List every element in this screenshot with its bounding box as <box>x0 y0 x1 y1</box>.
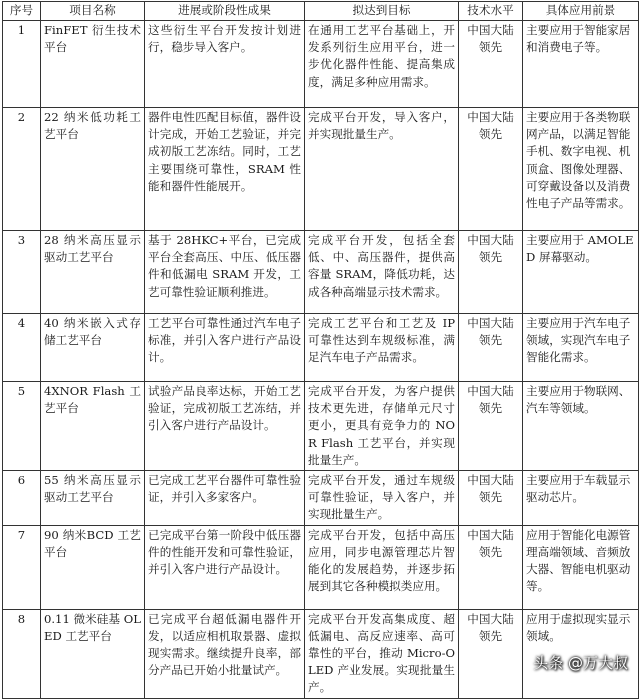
row-tech-level: 中国大陆领先 <box>459 21 523 108</box>
row-target: 完成平台开发，包括全套低、中、高压器件，提供高容量 SRAM，降低功耗，达成各种高端显示技术需求。 <box>305 231 459 314</box>
table-row <box>3 314 639 382</box>
header-project-name: 项目名称 <box>41 2 145 21</box>
row-target: 在通用工艺平台基础上，开发系列衍生应用平台，进一步优化器件性能、提高集成度，满足多种应用需求。 <box>305 21 459 108</box>
row-progress: 器件电性匹配目标值，器件设计完成，开始工艺验证，并完成初版工艺冻结。同时，工艺主要围绕可靠性，SRAM 性能和器件性能展开。 <box>145 108 305 231</box>
row-target: 完成平台开发，为客户提供技术更先进，存储单元尺寸更小，更具有竞争力的 NOR Flash 工艺平台，并实现批量生产。 <box>305 382 459 471</box>
row-target: 完成平台开发，包括中高压应用，同步电源管理芯片智能化的发展趋势，并逐步拓展到其它各种模拟类应用。 <box>305 525 459 609</box>
row-target: 完成平台开发高集成度、超低漏电、高反应速率、高可靠性的平台，推动 Micro-OLED 产业发展。实现批量生产。 <box>305 609 459 698</box>
table-row <box>3 525 639 609</box>
row-index: 3 <box>3 231 41 314</box>
row-project-name: 0.11 微米硅基 OLED 工艺平台 <box>41 609 145 698</box>
row-prospect: 应用于虚拟现实显示领域。 <box>523 609 639 698</box>
row-tech-level: 中国大陆领先 <box>459 231 523 314</box>
row-progress: 基于 28HKC+平台，已完成平台全套高压、中压、低压器件和低漏电 SRAM 开发，工艺可靠性验证顺利推进。 <box>145 231 305 314</box>
header-prospect: 具体应用前景 <box>523 2 639 21</box>
row-index: 5 <box>3 382 41 471</box>
row-index: 2 <box>3 108 41 231</box>
table-row <box>3 231 639 314</box>
row-index: 1 <box>3 21 41 108</box>
row-project-name: 55 纳米高压显示驱动工艺平台 <box>41 471 145 526</box>
row-target: 完成工艺平台和工艺及 IP 可靠性达到车规级标准，满足汽车电子产品需求。 <box>305 314 459 382</box>
row-prospect: 主要应用于物联网、汽车等领域。 <box>523 382 639 471</box>
row-index: 8 <box>3 609 41 698</box>
row-progress: 这些衍生平台开发按计划进行，稳步导入客户。 <box>145 21 305 108</box>
table-row <box>3 471 639 526</box>
header-progress: 进展或阶段性成果 <box>145 2 305 21</box>
row-prospect: 应用于智能化电源管理高端领域、音频放大器、智能电机驱动等。 <box>523 525 639 609</box>
row-prospect: 主要应用于 AMOLED 屏幕驱动。 <box>523 231 639 314</box>
row-progress: 工艺平台可靠性通过汽车电子标准，并引入客户进行产品设计。 <box>145 314 305 382</box>
row-tech-level: 中国大陆领先 <box>459 525 523 609</box>
row-project-name: 90 纳米BCD 工艺平台 <box>41 525 145 609</box>
row-project-name: 40 纳米嵌入式存储工艺平台 <box>41 314 145 382</box>
row-tech-level: 中国大陆领先 <box>459 609 523 698</box>
header-target: 拟达到目标 <box>305 2 459 21</box>
row-progress: 试验产品良率达标，开始工艺验证，完成初版工艺冻结，并引入客户进行产品设计。 <box>145 382 305 471</box>
row-tech-level: 中国大陆领先 <box>459 108 523 231</box>
row-tech-level: 中国大陆领先 <box>459 471 523 526</box>
row-progress: 已完成平台第一阶段中低压器件的性能开发和可靠性验证，并引入客户进行产品设计。 <box>145 525 305 609</box>
row-progress: 已完成平台超低漏电器件开发，以适应相机取景器、虚拟现实需求。继续提升良率，部分产品已开始小批量试产。 <box>145 609 305 698</box>
row-project-name: 28 纳米高压显示驱动工艺平台 <box>41 231 145 314</box>
header-index: 序号 <box>3 2 41 21</box>
row-target: 完成平台开发，通过车规级可靠性验证，导入客户，并实现批量生产。 <box>305 471 459 526</box>
row-progress: 已完成工艺平台器件可靠性验证，并引入多家客户。 <box>145 471 305 526</box>
table-row <box>3 382 639 471</box>
row-tech-level: 中国大陆领先 <box>459 314 523 382</box>
table-row <box>3 21 639 108</box>
row-project-name: 22 纳米低功耗工艺平台 <box>41 108 145 231</box>
row-index: 6 <box>3 471 41 526</box>
project-table <box>2 1 639 699</box>
table-row <box>3 108 639 231</box>
header-tech-level: 技术水平 <box>459 2 523 21</box>
row-project-name: 4XNOR Flash 工艺平台 <box>41 382 145 471</box>
row-index: 7 <box>3 525 41 609</box>
row-target: 完成平台开发，导入客户，并实现批量生产。 <box>305 108 459 231</box>
table-header-row <box>3 2 639 21</box>
row-prospect: 主要应用于智能家居和消费电子等。 <box>523 21 639 108</box>
row-prospect: 主要应用于车载显示驱动芯片。 <box>523 471 639 526</box>
row-prospect: 主要应用于汽车电子领域，实现汽车电子智能化需求。 <box>523 314 639 382</box>
row-project-name: FinFET 衍生技术平台 <box>41 21 145 108</box>
row-tech-level: 中国大陆领先 <box>459 382 523 471</box>
row-prospect: 主要应用于各类物联网产品，以满足智能手机、数字电视、机顶盒、图像处理器、可穿戴设备以及消费性电子产品等需求。 <box>523 108 639 231</box>
watermark-text: 头条 @万大叔 <box>533 654 628 672</box>
row-index: 4 <box>3 314 41 382</box>
